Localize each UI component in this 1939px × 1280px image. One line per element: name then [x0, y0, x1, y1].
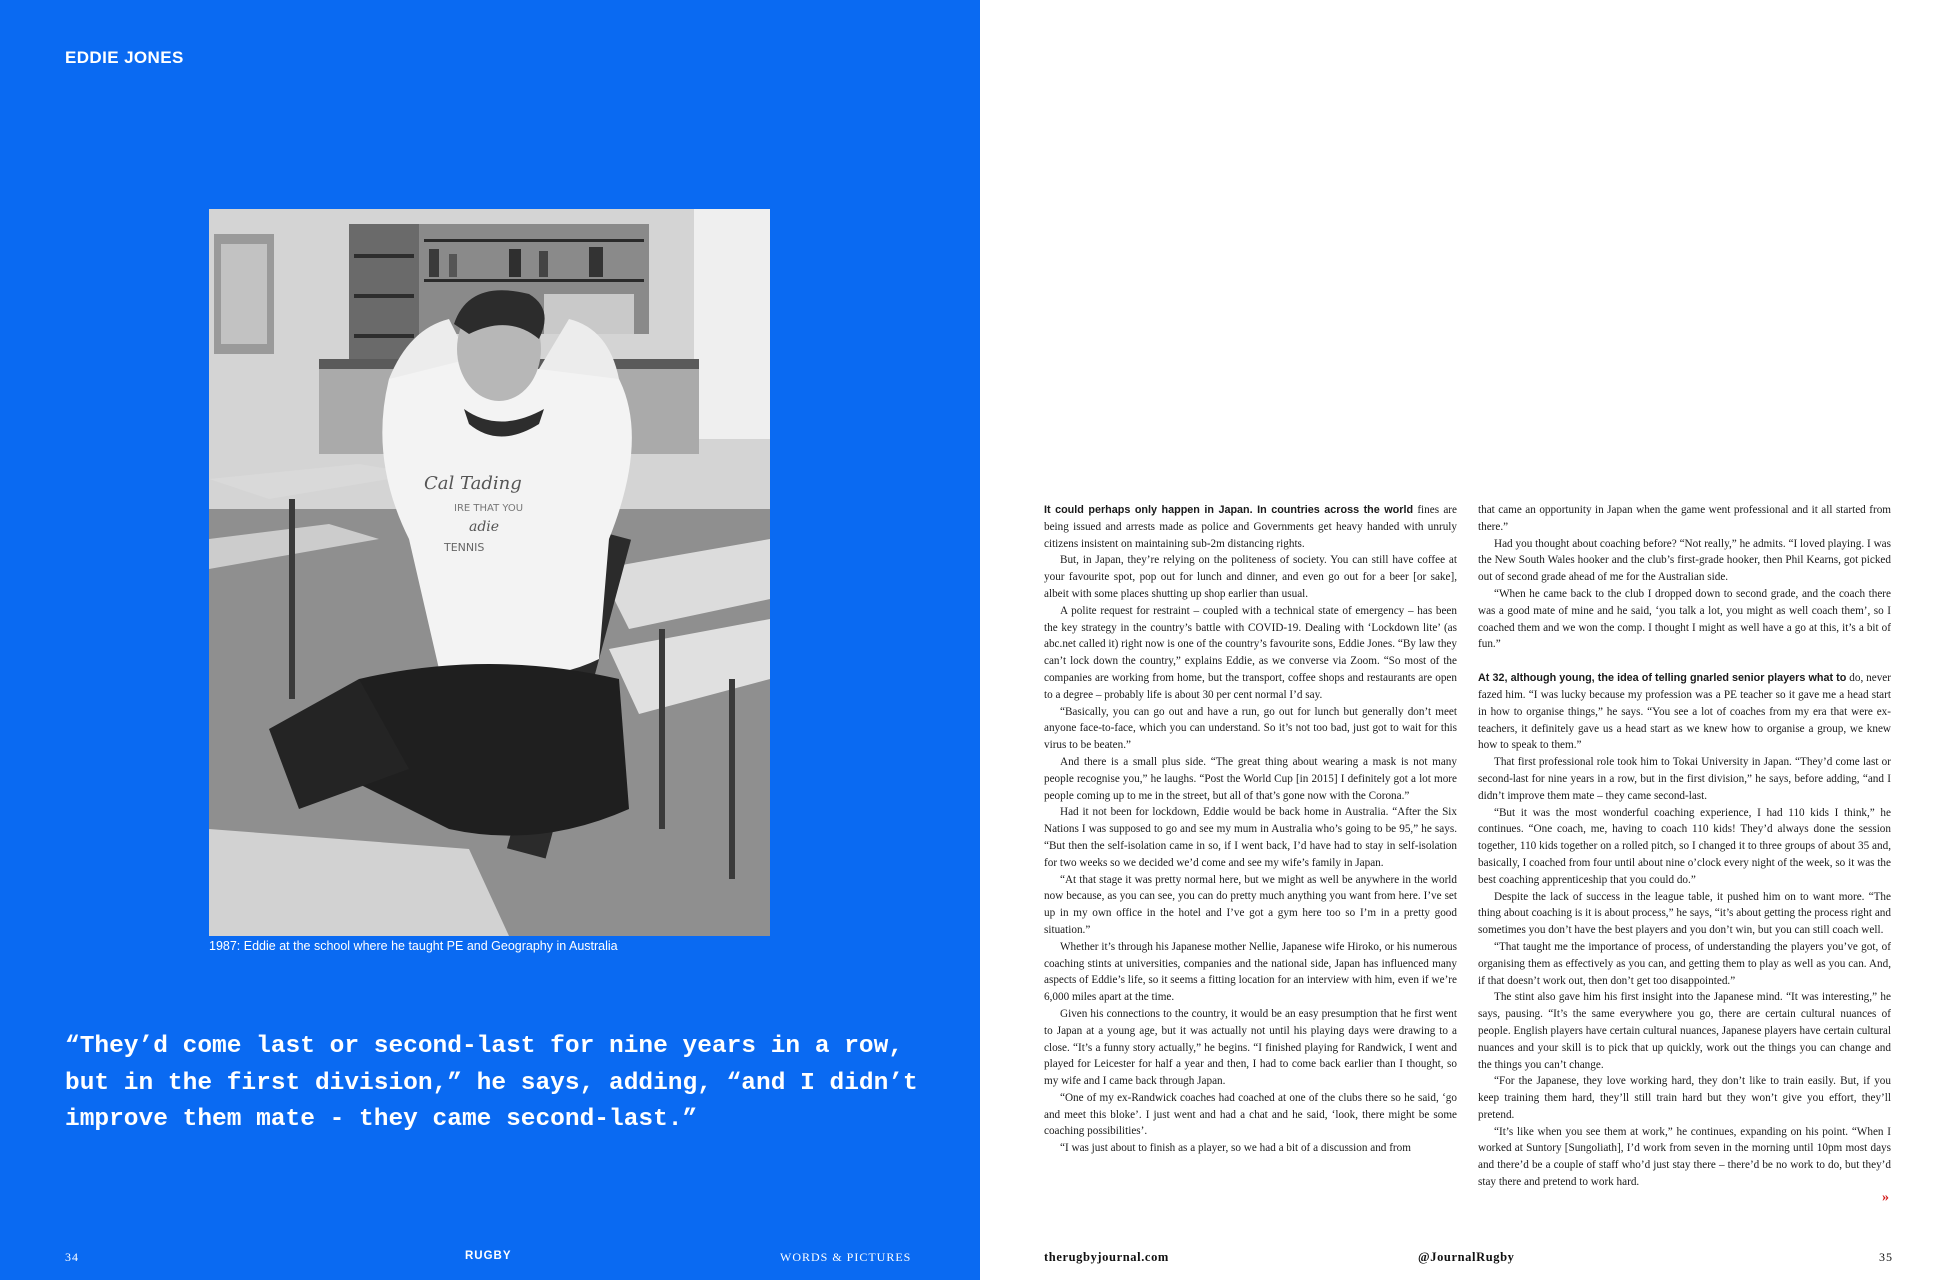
article-paragraph: Whether it’s through his Japanese mother Nellie, Japanese wife Hiroko, or his numerous coaching stints at universities, companies and the national side, Japan has influenced many aspects of Eddie’s life, so it seems a fitting location for an interview with him, even if we’re 6,000 miles apart at the time.: [1044, 940, 1457, 1004]
page-number-left: 34: [65, 1250, 79, 1264]
svg-text:IRE THAT YOU: IRE THAT YOU: [454, 503, 524, 514]
article-paragraph: “I was just about to finish as a player, so we had a bit of a discussion and from: [1060, 1142, 1411, 1155]
article-column-2: [1478, 502, 1891, 1191]
social-handle-label: @JournalRugby: [1418, 1250, 1515, 1264]
article-paragraph: Had it not been for lockdown, Eddie would be back home in Australia. “After the Six Nations I was supposed to go and see my mum in Australia who’s going to be 95,” he says. “But then the self-isolation came in so, if I went back, I’d have had to stay in self-isolation for two weeks so we decided we’d come and see my wife’s family in Japan.: [1044, 806, 1457, 869]
page-number-right: 35: [1879, 1250, 1893, 1264]
article-paragraph: “One of my ex-Randwick coaches had coached at one of the clubs there so he said, ‘go and meet this bloke’. I just went and had a chat and he said, ‘look, there might be some coaching possibilities’.: [1044, 1091, 1457, 1138]
article-column-1: [1044, 502, 1457, 1157]
article-paragraph: “At that stage it was pretty normal here, but we might as well be anywhere in the world now because, as you can see, you can do pretty much anything you want from here. I’ve set up in my own office in the hotel and I’ve got a gym here too so I’m in a pretty good situation.”: [1044, 873, 1457, 936]
website-label: therugbyjournal.com: [1044, 1250, 1169, 1264]
svg-text:TENNIS: TENNIS: [444, 541, 485, 554]
article-paragraph: “When he came back to the club I dropped down to second grade, and the coach there was a good mate of mine and he said, ‘you talk a lot, you might as well coach them’, so I coached them and we won the comp. I thought I might as well have a go at this, it’s a bit of fun.”: [1478, 587, 1891, 651]
credit-label: WORDS & PICTURES: [780, 1250, 912, 1264]
article-paragraph: That first professional role took him to Tokai University in Japan. “They’d come last or second-last for nine years in a row, but in the first division,” he says, before adding, “and I didn’t improve them mate – they came second-last.: [1478, 756, 1891, 802]
article-lead-strong: It could perhaps only happen in Japan. In countries across the world: [1044, 504, 1414, 516]
article-lead-rest: fines are being issued and arrests made as police and Governments get heavy handed with unruly citizens insistent on maintaining sub-2m distancing rights.: [1044, 504, 1458, 550]
article-paragraph: “But it was the most wonderful coaching experience, I had 110 kids I think,” he continues. “One coach, me, having to coach 110 kids! They’d always done the session together, 110 kids together on a rolled pitch, so I changed it to three groups of about 35 and, basically, I coached from four until about nine o’clock every night of the week, so it was the best coaching apprenticeship that you could do.”: [1478, 806, 1891, 886]
svg-text:adie: adie: [469, 519, 500, 535]
pull-quote: “They’d come last or second-last for nine years in a row, but in the first division,” he says, adding, “and I didn’t improve them mate - they came second-last.”: [65, 1033, 918, 1133]
photo-caption: 1987: Eddie at the school where he taught PE and Geography in Australia: [209, 939, 618, 953]
article-subsection-rest: do, never fazed him. “I was lucky because my profession was a PE teacher so it gave me a head start in how to organise things,” he says. “You see a lot of coaches from my era that were ex-teachers, it definitely gave us a head start as we knew how to organise a group, we knew how to speak to them.”: [1478, 672, 1891, 752]
article-subsection-strong: At 32, although young, the idea of telling gnarled senior players what to: [1478, 672, 1847, 685]
article-lead-paragraph: [1044, 502, 1457, 552]
article-paragraph: “For the Japanese, they love working hard, they don’t like to train easily. But, if you keep training them hard, they’ll still train hard but they won’t give you effort, they’ll pretend.: [1478, 1075, 1891, 1121]
article-paragraph: Given his connections to the country, it would be an easy presumption that he first went to Japan at a young age, but it was actually not until his playing days were drawing to a close. “It’s a funny story actually,” he begins. “I finished playing for Randwick, I went and played for Leicester for half a year and then, I had to come back earlier than I thought, so my wife and I came back through Japan.: [1044, 1007, 1457, 1088]
article-paragraph-continued: that came an opportunity in Japan when the game went professional and it all started from there.”: [1478, 504, 1891, 533]
classroom-photo: [209, 209, 770, 936]
article-subsection-lead: [1478, 670, 1891, 754]
article-paragraph: But, in Japan, they’re relying on the politeness of society. You can still have coffee at your favourite spot, pop out for lunch and dinner, and even go out for a beer [or sake], albeit with some places shutting up shop earlier than usual.: [1044, 554, 1457, 600]
article-paragraph: A polite request for restraint – coupled with a technical state of emergency – has been the key strategy in the country’s battle with COVID-19. Dealing with ‘Lockdown lite’ (as abc.net called it) right now is one of the country’s favourite sons, Eddie Jones. “By law they can’t lock down the country,” explains Eddie, as we converse via Zoom. “So most of the companies are working from home, but the transport, coffee shops and restaurants are open to a degree – probably life is about 30 per cent normal I’d say.: [1044, 604, 1457, 701]
continue-arrow-icon: »: [1882, 1190, 1889, 1205]
article-paragraph: And there is a small plus side. “The great thing about wearing a mask is not many people recognise you,” he laughs. “Post the World Cup [in 2015] I definitely got a lot more people coming up to me in the street, but all of that’s gone now with the Corona.”: [1044, 755, 1457, 802]
article-paragraph: The stint also gave him his first insight into the Japanese mind. “It was interesting,” he says, pausing. “It’s the same everywhere you go, there are certain cultural nuances of people. English players have certain cultural nuances, Japanese players have certain cultural nuances and your skill is to pick that up quickly, work out the things you can change and the things you can’t change.: [1478, 991, 1891, 1071]
article-paragraph: “It’s like when you see them at work,” he continues, expanding on his point. “When I worked at Suntory [Sungoliath], I’d work from seven in the morning until 10pm most days and there’d be a couple of staff who’d just stay there – there’d be no work to do, but they’d stay there and pretend to work hard.: [1478, 1125, 1891, 1189]
right-page: [980, 0, 1939, 1280]
svg-text:Cal Tading: Cal Tading: [424, 473, 522, 494]
section-title: EDDIE JONES: [65, 48, 184, 67]
article-paragraph: “Basically, you can go out and have a run, go out for lunch but generally don’t meet anyone face-to-face, which you can understand. So it’s not too bad, just got to wait for this virus to be beaten.”: [1044, 705, 1457, 752]
magazine-section-label: RUGBY: [465, 1250, 512, 1262]
article-paragraph: “That taught me the importance of process, of understanding the players you’ve got, of organising them as effectively as you can, and getting them to play as well as you can. And, if that doesn’t work out, then don’t get too disappointed.”: [1478, 940, 1891, 987]
article-paragraph: Had you thought about coaching before? “Not really,” he admits. “I loved playing. I was the New South Wales hooker and the club’s first-grade hooker, then Phil Kearns, got picked out of second grade ahead of me for the Australian side.: [1478, 537, 1891, 584]
article-paragraph: Despite the lack of success in the league table, it pushed him on to want more. “The thing about coaching is it is about process,” he says, “it’s about getting the process right and sometimes you don’t have the best players and you don’t win, but you can still coach well.: [1478, 890, 1891, 937]
